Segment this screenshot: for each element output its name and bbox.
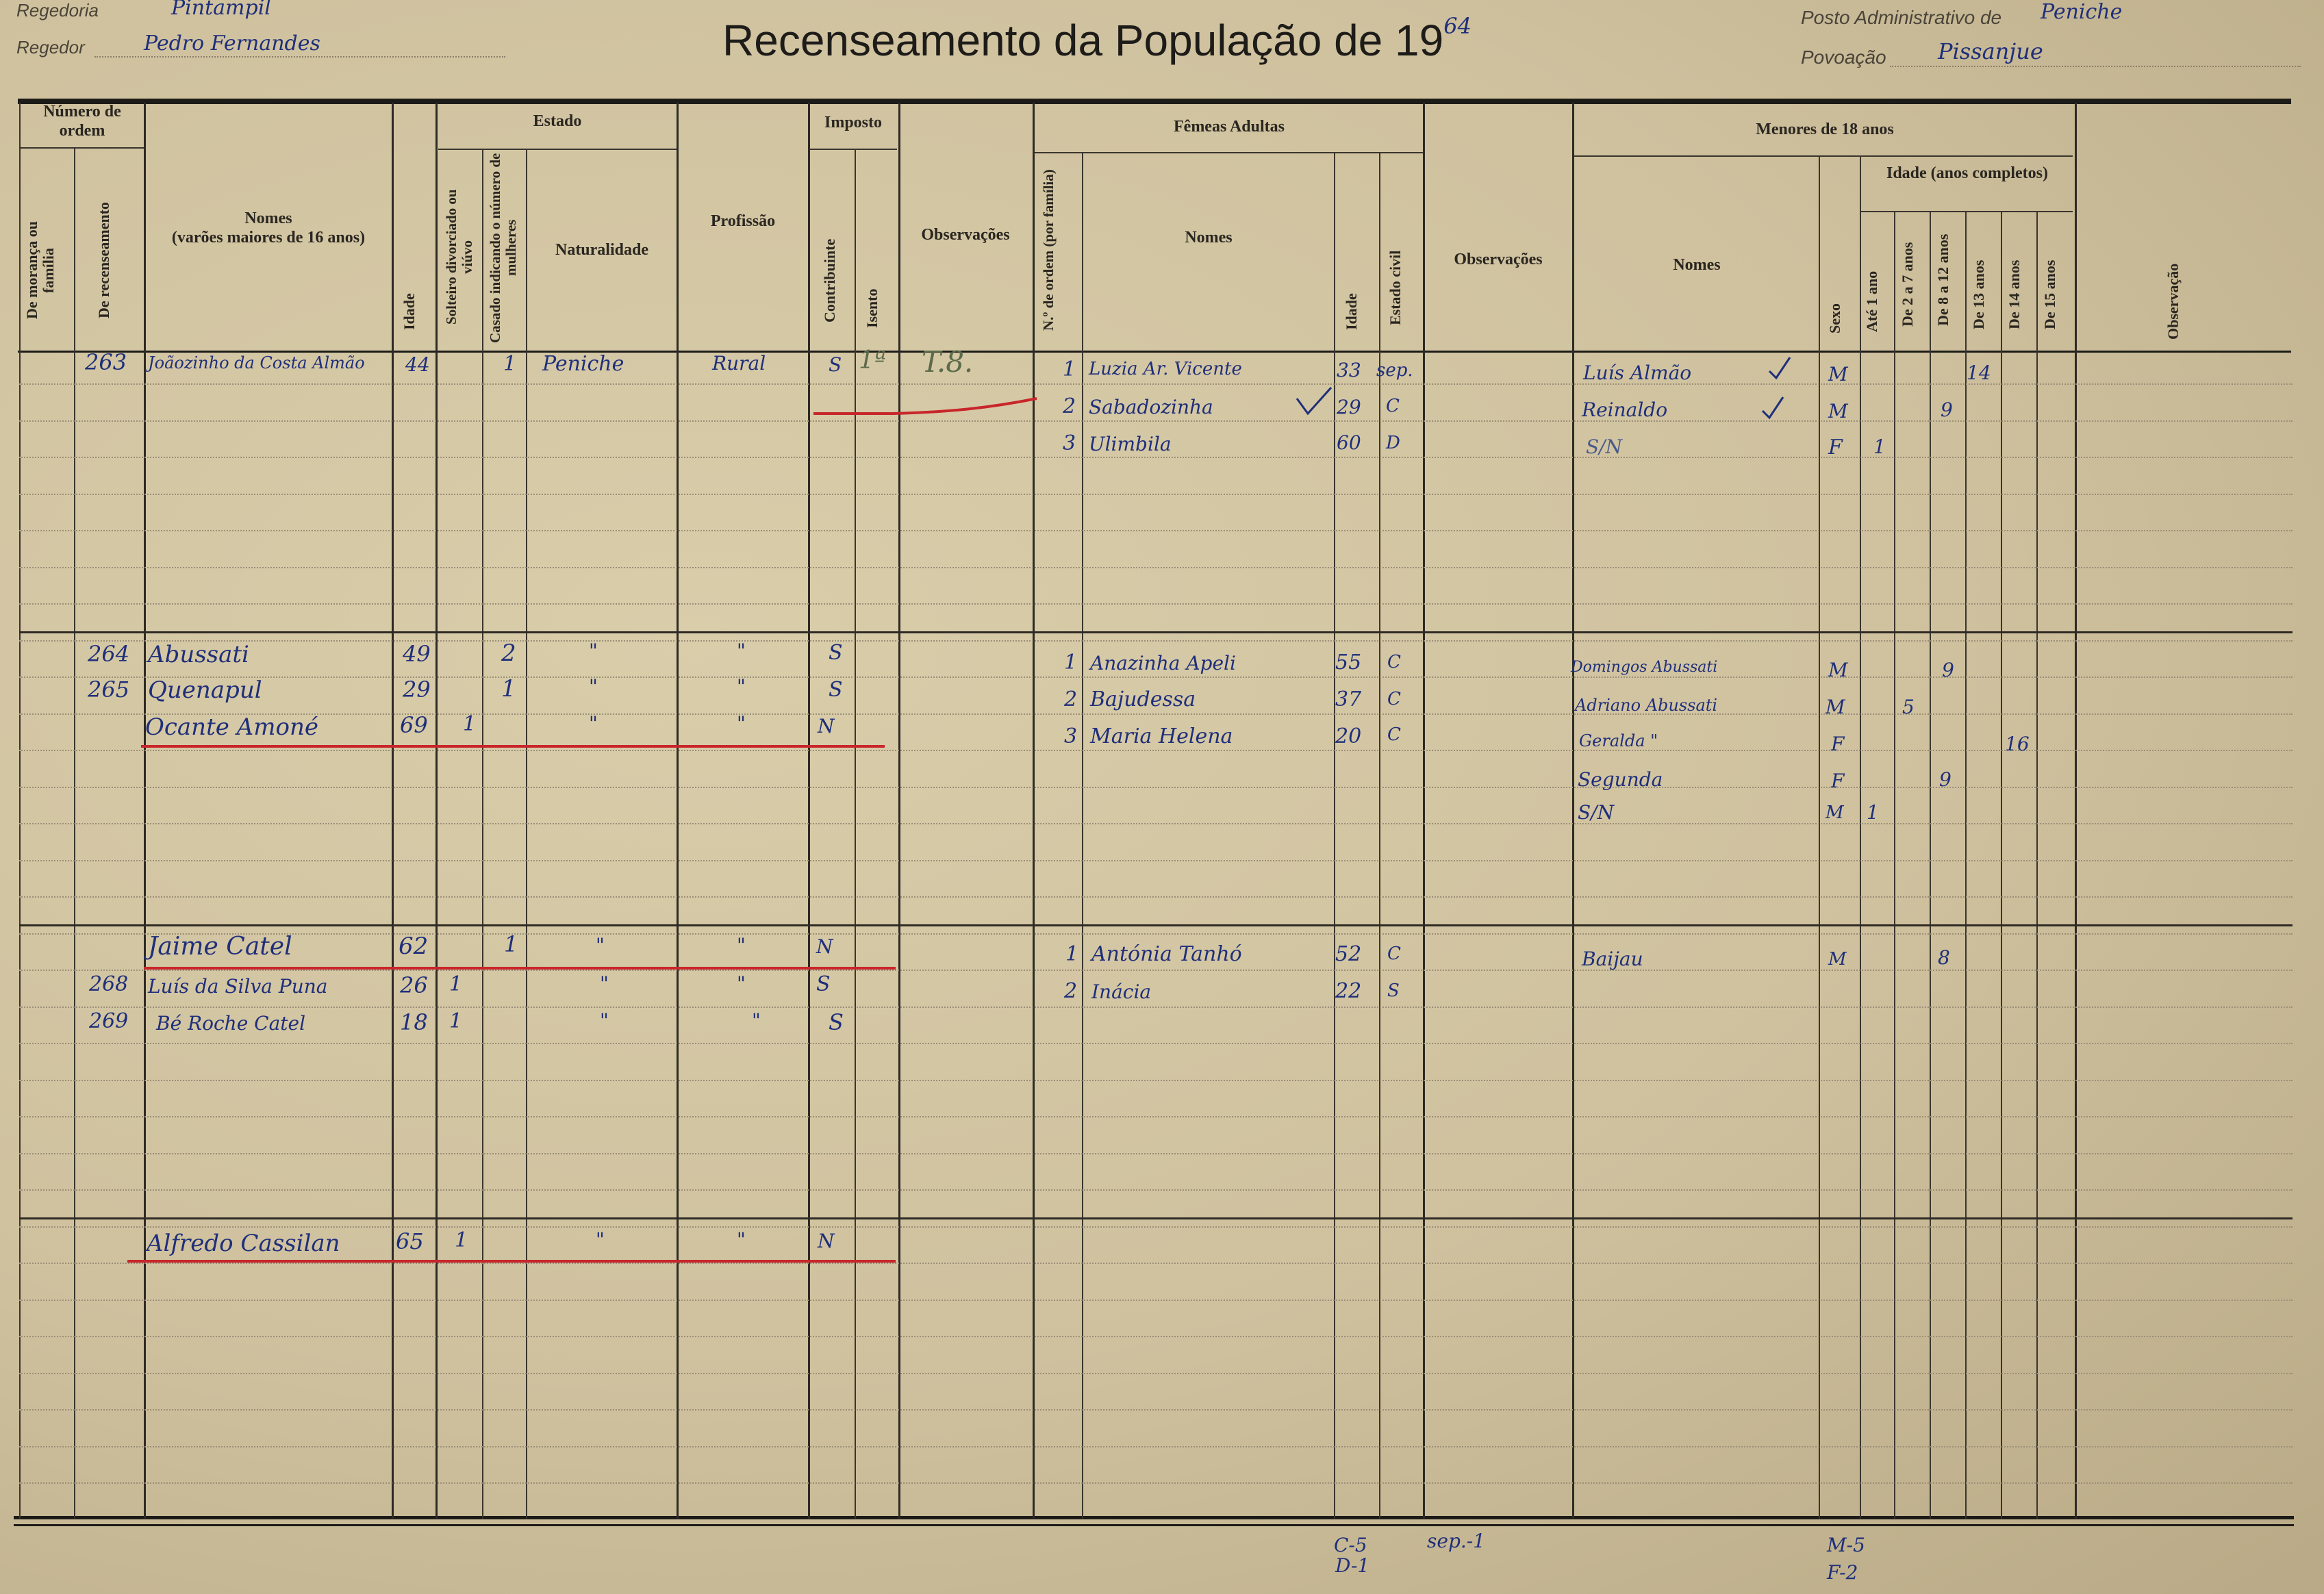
women-n: 2: [1064, 979, 1078, 1003]
minor-sexo: F: [1831, 770, 1845, 792]
women-civil: sep.: [1376, 360, 1413, 381]
men-profissao: ": [737, 972, 746, 995]
women-age: 55: [1335, 650, 1362, 674]
women-n: 1: [1063, 357, 1076, 381]
hdr-contribuinte: Contribuinte: [821, 238, 838, 323]
hdr-naturalidade: Naturalidade: [555, 241, 648, 259]
men-age: 49: [403, 641, 431, 667]
minor-de8a12: 9: [1939, 768, 1952, 791]
women-age: 60: [1337, 431, 1361, 454]
hdr-observacao: Observação: [2164, 263, 2182, 340]
strike-line: [144, 967, 896, 970]
men-solteiro: 1: [455, 1228, 468, 1252]
povoacao-value: Pissanjue: [1938, 38, 2043, 64]
minor-sexo: M: [1828, 659, 1848, 681]
minor-sexo: M: [1828, 363, 1848, 385]
hdr-menores: Menores de 18 anos: [1756, 121, 1894, 138]
men-naturalidade: Peniche: [542, 352, 624, 376]
ruled-line: [19, 1263, 2293, 1264]
hdr-numero-ordem: Número de ordem: [43, 103, 121, 140]
hdr-idade-group: Idade (anos completos): [1886, 164, 2048, 182]
men-rec: 264: [88, 641, 130, 667]
hdr-femeas: Fêmeas Adultas: [1174, 118, 1285, 136]
minor-name: Adriano Abussati: [1575, 696, 1718, 715]
minor-ate1: 1: [1873, 435, 1886, 458]
men-solteiro: 1: [449, 1009, 463, 1033]
group-separator-1: [19, 631, 2293, 633]
total-sep: sep.-1: [1427, 1530, 1486, 1552]
ruled-line: [19, 1409, 2293, 1410]
header-bottom-rule: [18, 351, 2291, 353]
men-profissao: ": [737, 640, 746, 662]
men-casado: 1: [503, 352, 517, 376]
hdr-imposto: Imposto: [824, 114, 882, 131]
ruled-line: [19, 567, 2293, 568]
hdr-nomes: [147, 210, 390, 247]
hdr-observacoes-2: Observações: [1454, 251, 1543, 268]
group-separator-2: [19, 924, 2293, 926]
ruled-line: [19, 1336, 2293, 1337]
men-isento: 1ª: [859, 346, 887, 375]
men-solteiro: 1: [449, 972, 463, 996]
minor-de2a7: 5: [1902, 696, 1915, 718]
men-age: 26: [400, 972, 428, 998]
title-year: 64: [1443, 12, 1472, 39]
hdr-de14: De 14 anos: [2006, 260, 2023, 329]
bottom-rule-2: [14, 1524, 2294, 1526]
women-name: Luzia Ar. Vicente: [1089, 359, 1242, 379]
red-underline-mark: [811, 390, 1044, 418]
men-age: 44: [405, 353, 430, 376]
men-rec: 268: [89, 972, 129, 996]
ruled-line: [19, 1007, 2293, 1008]
ruled-line: [19, 1153, 2293, 1154]
minor-name: Reinaldo: [1582, 398, 1668, 421]
hdr-solteiro: Solteiro divorciado ou viúvo: [443, 189, 476, 325]
hdr-f-nomes: Nomes: [1185, 229, 1233, 246]
men-age: 29: [403, 676, 431, 703]
women-age: 52: [1335, 942, 1362, 966]
menores-rule: [1573, 155, 2073, 157]
men-name: Jaime Catel: [148, 933, 292, 961]
hdr-de13: De 13 anos: [1970, 260, 1987, 329]
minor-de13: 14: [1967, 362, 1991, 384]
bottom-rule-1: [14, 1516, 2294, 1519]
hdr-de2a7: De 2 a 7 anos: [1899, 242, 1916, 327]
femeas-rule: [1034, 152, 1424, 153]
ruled-line: [19, 933, 2293, 935]
men-contribuinte: S: [829, 1009, 844, 1035]
women-civil: D: [1386, 433, 1400, 453]
men-naturalidade: ": [589, 675, 598, 698]
men-contribuinte: N: [818, 1230, 835, 1252]
men-name: Ocante Amoné: [145, 713, 318, 741]
total-f: F-2: [1827, 1561, 1858, 1584]
men-casado: 1: [504, 931, 518, 957]
hdr-nomes-title: Nomes: [244, 210, 292, 227]
minor-sexo: F: [1828, 435, 1843, 459]
women-age: 20: [1335, 724, 1362, 748]
men-naturalidade: ": [596, 934, 605, 957]
women-name: Inácia: [1091, 981, 1152, 1003]
total-d: D-1: [1335, 1554, 1370, 1577]
women-age: 33: [1337, 359, 1361, 381]
ruled-line: [19, 787, 2293, 788]
men-contribuinte: N: [816, 935, 833, 958]
men-profissao: ": [752, 1009, 761, 1032]
women-name: Ulimbila: [1089, 433, 1172, 455]
women-civil: C: [1387, 652, 1401, 672]
minor-sexo: M: [1828, 400, 1848, 422]
ruled-line: [19, 383, 2293, 385]
ruled-line: [19, 640, 2293, 642]
women-name: Sabadozinha: [1089, 396, 1213, 418]
men-naturalidade: ": [600, 1009, 609, 1032]
minor-name: Domingos Abussati: [1571, 659, 1718, 676]
women-name: Antónia Tanhó: [1091, 942, 1242, 966]
ruled-line: [19, 1189, 2293, 1191]
ruled-line: [19, 1080, 2293, 1081]
ruled-line: [19, 1300, 2293, 1301]
men-rec: 265: [88, 676, 130, 703]
posto-label: Posto Administrativo de: [1801, 7, 2002, 28]
men-observacoes: T.8.: [922, 345, 974, 379]
ruled-line: [19, 896, 2293, 898]
women-civil: S: [1387, 981, 1400, 1001]
hdr-profissao: Profissão: [710, 212, 776, 230]
minor-de8a12: 9: [1941, 398, 1953, 421]
ruled-line: [19, 823, 2293, 824]
minor-sexo: M: [1826, 802, 1844, 823]
imposto-rule: [808, 149, 897, 150]
women-n: 3: [1063, 431, 1076, 455]
ruled-line: [19, 530, 2293, 531]
total-m: M-5: [1827, 1534, 1865, 1556]
minor-name: Geralda ": [1579, 731, 1658, 750]
numero-ordem-rule: [19, 147, 144, 149]
men-contribuinte: S: [829, 641, 843, 665]
minor-name: S/N: [1578, 801, 1615, 824]
men-contribuinte: N: [818, 715, 835, 737]
women-civil: C: [1387, 944, 1401, 964]
women-name: Anazinha Apeli: [1090, 652, 1236, 674]
men-profissao: ": [737, 712, 746, 735]
hdr-estado: Estado: [533, 112, 582, 130]
ruled-line: [19, 457, 2293, 458]
men-name: Alfredo Cassilan: [147, 1230, 340, 1257]
checkmark-icon: [1293, 385, 1334, 419]
women-civil: C: [1387, 724, 1401, 745]
ruled-line: [19, 1482, 2293, 1484]
estado-rule: [438, 149, 677, 150]
page-title: Recenseamento da População de $19^{64}$: [722, 12, 1472, 65]
hdr-idade: Idade: [401, 293, 418, 330]
men-naturalidade: ": [589, 640, 598, 662]
men-name: Luís da Silva Puna: [148, 975, 328, 998]
hdr-nomes-sub: (varões maiores de 16 anos): [171, 228, 366, 246]
hdr-ate1: Até 1 ano: [1863, 270, 1880, 332]
ruled-line: [19, 1116, 2293, 1117]
hdr-sexo: Sexo: [1826, 303, 1843, 333]
regedoria-value: Pintampil: [171, 0, 271, 20]
ruled-line: [19, 713, 2293, 715]
men-rec: 269: [89, 1009, 129, 1033]
checkmark-icon: [1760, 394, 1787, 422]
minor-sexo: M: [1826, 696, 1845, 718]
women-civil: C: [1386, 396, 1400, 416]
total-c: C-5: [1334, 1534, 1367, 1556]
regedoria-label: Regedoria: [16, 0, 99, 21]
women-n: 1: [1065, 942, 1079, 966]
women-n: 2: [1063, 394, 1076, 418]
women-n: 2: [1064, 687, 1078, 711]
men-solteiro: 1: [463, 712, 477, 736]
regedor-label: Regedor: [16, 37, 85, 58]
ruled-line: [19, 603, 2293, 605]
posto-value: Peniche: [2041, 0, 2123, 24]
hdr-de15: De 15 anos: [2041, 260, 2058, 329]
strike-line: [127, 1260, 896, 1263]
top-rule: [18, 99, 2291, 104]
ruled-line: [19, 1373, 2293, 1374]
ruled-line: [19, 750, 2293, 751]
men-contribuinte: S: [829, 678, 843, 702]
men-age: 62: [399, 933, 429, 960]
minor-name: Luís Almão: [1583, 362, 1692, 384]
ruled-line: [19, 494, 2293, 495]
hdr-n-ordem-familia: N.º de ordem (por família): [1040, 169, 1057, 331]
minor-name: Baijau: [1582, 948, 1643, 970]
minor-de8a12: 9: [1942, 659, 1954, 681]
men-rec: 263: [85, 349, 127, 375]
minor-ate1: 1: [1867, 801, 1879, 824]
men-casado: 1: [501, 675, 516, 703]
regedor-value: Pedro Fernandes: [144, 31, 320, 55]
ruled-line: [19, 970, 2293, 971]
ruled-line: [19, 1446, 2293, 1447]
hdr-isento: Isento: [863, 288, 881, 328]
ruled-line: [19, 1226, 2293, 1228]
men-name: Bé Roche Catel: [156, 1012, 306, 1035]
men-age: 18: [400, 1009, 428, 1035]
women-name: Bajudessa: [1090, 687, 1196, 711]
men-profissao: ": [737, 1228, 746, 1251]
men-profissao: ": [737, 934, 746, 957]
women-age: 22: [1335, 979, 1362, 1003]
hdr-de-recenseamento: De recenseamento: [95, 201, 112, 319]
men-naturalidade: ": [600, 972, 609, 995]
men-name: Quenapul: [148, 676, 262, 704]
povoacao-underline: [1890, 66, 2301, 67]
hdr-f-idade: Idade: [1343, 293, 1360, 330]
ruled-line: [19, 1043, 2293, 1044]
men-profissao: Rural: [712, 352, 766, 375]
strike-line: [141, 745, 885, 748]
men-naturalidade: ": [596, 1228, 605, 1251]
women-age: 37: [1335, 687, 1362, 711]
regedor-underline: [94, 56, 505, 58]
men-age: 65: [396, 1228, 424, 1254]
minor-de14: 16: [2005, 733, 2030, 755]
women-n: 1: [1064, 650, 1078, 674]
checkmark-icon: [1767, 355, 1794, 382]
men-naturalidade: ": [589, 712, 598, 735]
men-name: Abussati: [148, 641, 249, 668]
group-separator-3: [19, 1217, 2293, 1219]
hdr-observacoes-1: Observações: [921, 226, 1010, 244]
povoacao-label: Povoação: [1801, 47, 1886, 68]
minor-de8a12: 8: [1938, 946, 1950, 969]
women-n: 3: [1064, 724, 1078, 748]
hdr-casado: Casado indicando o número de mulheres: [487, 153, 520, 343]
men-contribuinte: S: [816, 972, 831, 996]
ruled-line: [19, 860, 2293, 861]
women-age: 29: [1337, 396, 1361, 418]
men-contribuinte: S: [829, 353, 842, 376]
minor-name: S/N: [1586, 435, 1623, 458]
hdr-de-moranca: De morança ou família: [23, 221, 58, 320]
men-profissao: ": [737, 675, 746, 698]
hdr-m-nomes: Nomes: [1673, 256, 1721, 274]
hdr-estado-civil: Estado civil: [1387, 250, 1404, 325]
minor-sexo: M: [1828, 949, 1847, 970]
hdr-de8a12: De 8 a 12 anos: [1934, 233, 1952, 327]
minor-sexo: F: [1831, 733, 1845, 755]
men-casado: 2: [501, 640, 516, 667]
men-age: 69: [400, 712, 428, 738]
women-name: Maria Helena: [1090, 724, 1233, 748]
women-civil: C: [1387, 689, 1401, 709]
men-name: Joãozinho da Costa Almão: [148, 353, 365, 372]
minor-name: Segunda: [1578, 768, 1663, 791]
